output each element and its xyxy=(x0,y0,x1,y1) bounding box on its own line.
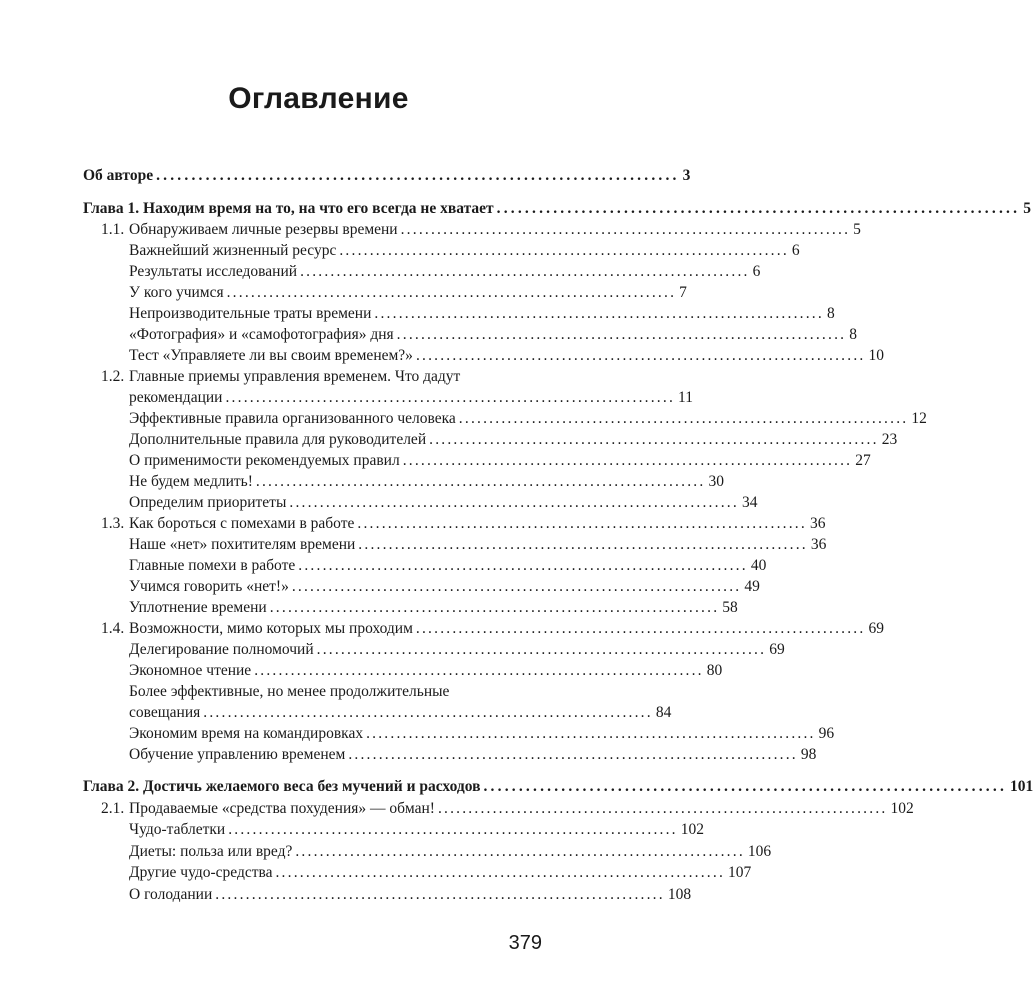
toc-entry-page: 40 xyxy=(750,557,767,574)
toc-entry-label-line-2: рекомендации xyxy=(129,389,223,406)
page-title: Оглавление xyxy=(228,82,409,115)
dot-leader: .......................................................................... xyxy=(255,473,706,490)
dot-leader: .......................................................................... xyxy=(402,452,853,469)
toc-entry-page: 101 xyxy=(1010,778,1033,795)
dot-leader: .......................................................................... xyxy=(295,843,745,860)
dot-leader: .......................................................................... xyxy=(458,410,909,427)
toc-entry-page: 36 xyxy=(810,536,827,553)
dot-leader: .......................................................................... xyxy=(254,662,704,679)
dot-leader: .......................................................................... xyxy=(358,536,808,553)
dot-leader: .......................................................................... xyxy=(396,326,847,343)
toc-entry-page: 5 xyxy=(853,221,861,238)
toc-entry-label: Глава 2. Достичь желаемого веса без мучений и расходов xyxy=(83,778,481,795)
dot-leader: .......................................................................... xyxy=(496,200,1021,217)
toc-entry-page: 84 xyxy=(655,704,672,721)
toc-entry-page: 107 xyxy=(728,864,752,881)
section-number: 1.2. xyxy=(101,368,125,385)
toc-entry[interactable] xyxy=(129,641,785,659)
toc-entry-label: Делегирование полномочий xyxy=(129,641,314,658)
toc-entry[interactable] xyxy=(129,886,692,904)
toc-entry-page: 8 xyxy=(849,326,857,343)
toc-entry-section-1-3[interactable] xyxy=(129,515,826,533)
dot-leader: .......................................................................... xyxy=(316,641,767,658)
section-number: 1.1. xyxy=(101,221,125,238)
toc-entry[interactable] xyxy=(129,536,827,554)
toc-entry[interactable] xyxy=(129,843,772,861)
toc-entry[interactable] xyxy=(129,326,857,344)
toc-entry-chapter-2[interactable] xyxy=(83,778,1033,796)
toc-entry-page: 49 xyxy=(744,578,760,595)
dot-leader: .......................................................................... xyxy=(156,167,680,184)
toc-entry-label: Как бороться с помехами в работе xyxy=(129,515,355,532)
dot-leader: .......................................................................... xyxy=(226,284,677,301)
toc-entry[interactable] xyxy=(129,557,767,575)
toc-entry[interactable] xyxy=(129,864,752,882)
toc-entry-page: 58 xyxy=(722,599,738,616)
toc-entry[interactable] xyxy=(129,242,800,260)
dot-leader: .......................................................................... xyxy=(339,242,789,259)
toc-entry-page: 80 xyxy=(706,662,723,679)
dot-leader: .......................................................................... xyxy=(437,800,888,817)
toc-entry-page: 102 xyxy=(680,821,705,838)
toc-entry[interactable] xyxy=(129,410,927,428)
dot-leader: .......................................................................... xyxy=(291,578,742,595)
dot-leader: .......................................................................... xyxy=(366,725,816,742)
toc-entry-page: 108 xyxy=(667,886,692,903)
toc-entry-label: Продаваемые «средства похудения» — обман! xyxy=(129,800,435,817)
toc-entry-label: Важнейший жизненный ресурс xyxy=(129,242,337,259)
section-number: 1.3. xyxy=(101,515,125,532)
toc-entry-page: 36 xyxy=(809,515,826,532)
toc-entry[interactable] xyxy=(129,284,687,302)
dot-leader: .......................................................................... xyxy=(357,515,807,532)
toc-entry-page: 102 xyxy=(890,800,914,817)
dot-leader: .......................................................................... xyxy=(225,389,676,406)
toc-entry-label: Учимся говорить «нет!» xyxy=(129,578,289,595)
toc-entry[interactable] xyxy=(129,821,705,839)
toc-entry-label: Экономим время на командировках xyxy=(129,725,364,742)
toc-entry-label: О применимости рекомендуемых правил xyxy=(129,452,400,469)
toc-entry-label: Уплотнение времени xyxy=(129,599,267,616)
dot-leader: .......................................................................... xyxy=(289,494,739,511)
toc-entry-page: 7 xyxy=(679,284,687,301)
toc-entry[interactable] xyxy=(129,725,835,743)
toc-entry-label: Возможности, мимо которых мы проходим xyxy=(129,620,413,637)
toc-entry-page: 106 xyxy=(747,843,772,860)
dot-leader: .......................................................................... xyxy=(374,305,824,322)
toc-entry-label: «Фотография» и «самофотография» дня xyxy=(129,326,394,343)
dot-leader: .......................................................................... xyxy=(215,886,665,903)
toc-entry-page: 34 xyxy=(741,494,758,511)
toc-entry-page: 23 xyxy=(881,431,898,448)
toc-entry-page: 27 xyxy=(855,452,871,469)
toc-entry-label: Главные помехи в работе xyxy=(129,557,296,574)
toc-entry[interactable] xyxy=(129,578,760,596)
toc-entry-label-line-1[interactable]: Главные приемы управления временем. Что дадут xyxy=(129,368,461,385)
toc-entry-page: 30 xyxy=(708,473,724,490)
toc-entry-label: Обучение управлению временем xyxy=(129,746,346,763)
toc-entry[interactable] xyxy=(129,662,723,680)
dot-leader: .......................................................................... xyxy=(415,620,866,637)
toc-entry-label: Диеты: польза или вред? xyxy=(129,843,293,860)
toc-entry-page: 6 xyxy=(752,263,761,280)
toc-entry[interactable] xyxy=(129,746,817,764)
dot-leader: .......................................................................... xyxy=(275,864,726,881)
toc-entry[interactable] xyxy=(129,599,738,617)
toc-entry-label: Дополнительные правила для руководителей xyxy=(129,431,427,448)
section-number: 1.4. xyxy=(101,620,125,637)
toc-entry-page: 8 xyxy=(826,305,835,322)
toc-entry-section-1-4[interactable] xyxy=(129,620,884,638)
toc-entry-label: Непроизводительные траты времени xyxy=(129,305,372,322)
toc-entry-label: Экономное чтение xyxy=(129,662,252,679)
toc-entry-label: Определим приоритеты xyxy=(129,494,287,511)
toc-entry[interactable] xyxy=(129,347,884,365)
toc-entry[interactable] xyxy=(129,431,898,449)
toc-entry-page: 96 xyxy=(818,725,835,742)
toc-entry-label: Глава 1. Находим время на то, на что его всегда не хватает xyxy=(83,200,494,217)
dot-leader: .......................................................................... xyxy=(300,263,750,280)
toc-entry-label: Наше «нет» похитителям времени xyxy=(129,536,356,553)
toc-entry-label: Тест «Управляете ли вы своим временем?» xyxy=(129,347,413,364)
toc-entry-label-line-2: совещания xyxy=(129,704,201,721)
toc-entry-label: У кого учимся xyxy=(129,284,224,301)
dot-leader: .......................................................................... xyxy=(348,746,798,763)
dot-leader: .......................................................................... xyxy=(429,431,879,448)
toc-entry[interactable] xyxy=(129,263,761,281)
toc-entry-page: 98 xyxy=(800,746,817,763)
toc-entry-label: Результаты исследований xyxy=(129,263,298,280)
toc-entry[interactable] xyxy=(129,494,758,512)
toc-entry-label: Не будем медлить! xyxy=(129,473,253,490)
toc-entry-page: 3 xyxy=(682,167,691,184)
toc-entry-label: Чудо-таблетки xyxy=(129,821,226,838)
toc-entry-page: 10 xyxy=(868,347,884,364)
toc-entry-label-line-1[interactable]: Более эффективные, но менее продолжительные xyxy=(129,683,450,700)
toc-entry-author[interactable] xyxy=(83,167,691,185)
toc-entry-page: 69 xyxy=(769,641,785,658)
toc-entry-page: 6 xyxy=(791,242,800,259)
dot-leader: .......................................................................... xyxy=(269,599,720,616)
toc-entry-page: 11 xyxy=(678,389,693,406)
toc-entry-page: 5 xyxy=(1023,200,1031,217)
dot-leader: .......................................................................... xyxy=(298,557,748,574)
toc-entry[interactable] xyxy=(129,452,871,470)
toc-entry-section-1-2[interactable] xyxy=(129,389,693,407)
toc-entry-label: Об авторе xyxy=(83,167,154,184)
toc-entry[interactable] xyxy=(129,704,672,722)
toc-entry-page: 12 xyxy=(911,410,927,427)
toc-entry-page: 69 xyxy=(868,620,884,637)
toc-entry[interactable] xyxy=(129,305,835,323)
toc-entry-label: Обнаруживаем личные резервы времени xyxy=(129,221,398,238)
page-number: 379 xyxy=(508,932,542,954)
dot-leader: .......................................................................... xyxy=(400,221,851,238)
toc-entry-label: Другие чудо-средства xyxy=(129,864,273,881)
dot-leader: .......................................................................... xyxy=(483,778,1008,795)
dot-leader: .......................................................................... xyxy=(415,347,866,364)
toc-entry[interactable] xyxy=(129,473,724,491)
toc-entry-section-2-1[interactable] xyxy=(129,800,914,818)
toc-entry-chapter-1[interactable] xyxy=(83,200,1031,218)
dot-leader: .......................................................................... xyxy=(203,704,653,721)
toc-entry-label: О голодании xyxy=(129,886,213,903)
dot-leader: .......................................................................... xyxy=(228,821,678,838)
section-number: 2.1. xyxy=(101,800,125,817)
toc-entry-label: Эффективные правила организованного человека xyxy=(129,410,456,427)
toc-entry-section-1-1[interactable] xyxy=(129,221,861,239)
